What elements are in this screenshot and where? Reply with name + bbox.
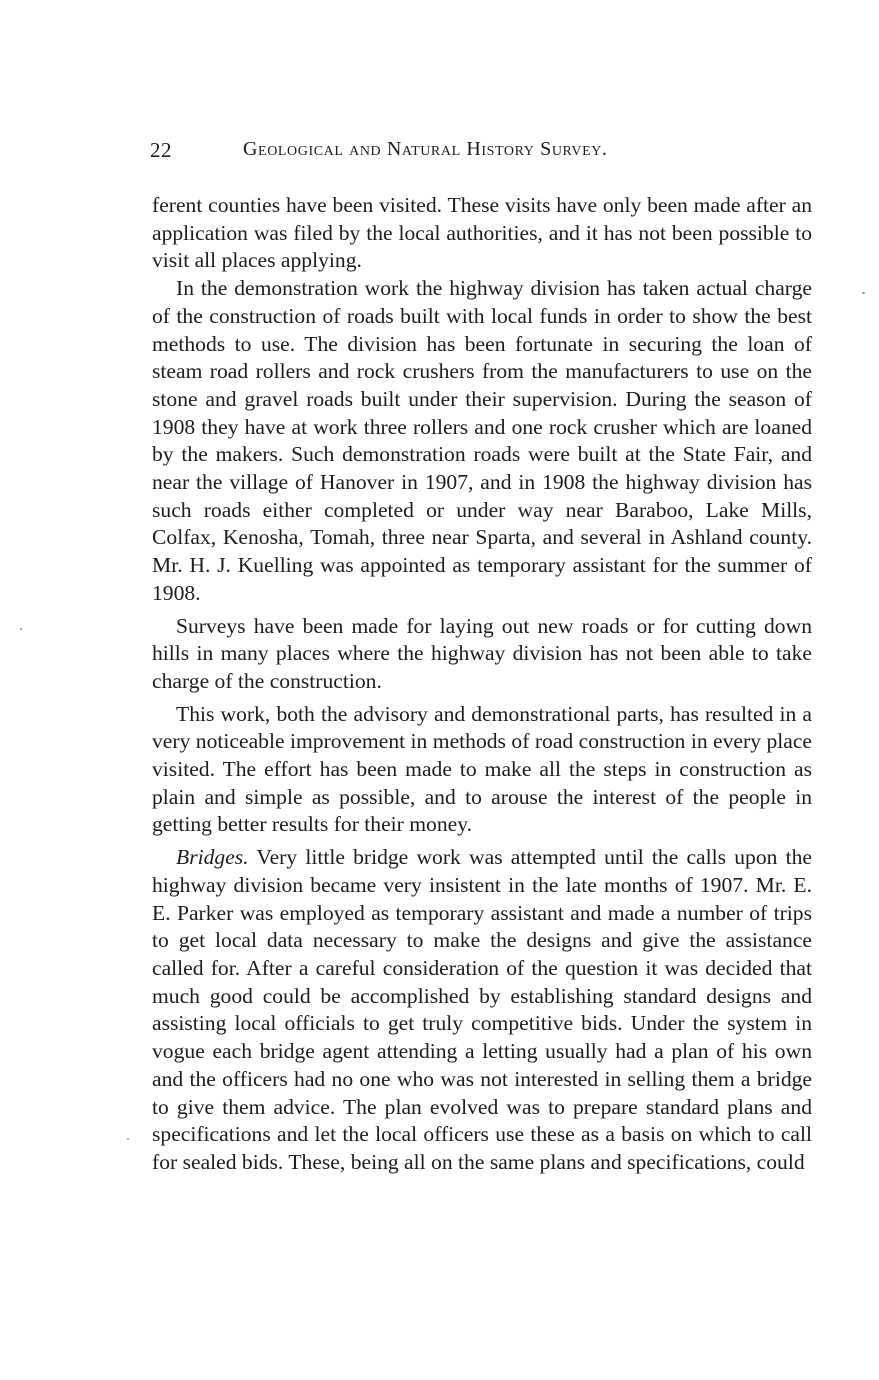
paper-speck	[20, 628, 22, 630]
paragraph-advisory-work: This work, both the advisory and demonstrational parts, has resulted in a very noticeable improvement in methods of road construction in every place visited. The effort has been made to make all the steps in construction as plain and simple as possible, and to arouse the interest of the people in getting better results for their money.	[152, 701, 812, 837]
paragraph-bridges	[152, 844, 812, 1176]
page-header	[150, 138, 720, 168]
paragraph-surveys: Surveys have been made for laying out new roads or for cutting down hills in many places where the highway division has not been able to take charge of the construction.	[152, 613, 812, 693]
bridges-heading: Bridges.	[176, 845, 249, 870]
paragraph-demonstration-work: In the demonstration work the highway division has taken actual charge of the construction of roads built with local funds in order to show the best methods to use. The division has been fortunate in securing the loan of steam road rollers and rock crushers from the manufacturers to use on the stone and gravel roads built under their supervision. During the season of 1908 they have at work three rollers and one rock crusher which are loaned by the makers. Such demonstration roads were built at the State Fair, and near the village of Hanover in 1907, and in 1908 the highway division has such roads either completed or under way near Baraboo, Lake Mills, Colfax, Kenosha, Tomah, three near Sparta, and several in Ashland county. Mr. H. J. Kuelling was appointed as temporary assistant for the summer of 1908.	[152, 276, 812, 605]
paper-speck	[127, 1138, 129, 1140]
bridges-text: Very little bridge work was attempted until the calls upon the highway division became very insistent in the late months of 1907. Mr. E. E. Parker was employed as temporary assistant and made a number of trips to get local data necessary to make the designs and give the assistance called for. After a careful consideration of the question it was decided that much good could be accomplished by establishing standard designs and assisting local officials to get truly competitive bids. Under the system in vogue each bridge agent attending a letting usually had a plan of his own and the officers had no one who was not interested in selling them a bridge to give them advice. The plan evolved was to prepare standard plans and specifications and let the local officers use these as a basis on which to call for sealed bids. These, being all on the same plans and specifications, could	[152, 845, 812, 1174]
body-text	[152, 192, 812, 1177]
paragraph-continuation: ferent counties have been visited. These visits have only been made after an application was filed by the local authorities, and it has not been possible to visit all places applying.	[152, 193, 812, 273]
running-head: Geological and Natural History Survey.	[243, 138, 608, 160]
page-number: 22	[150, 138, 172, 162]
paper-speck	[862, 292, 865, 294]
